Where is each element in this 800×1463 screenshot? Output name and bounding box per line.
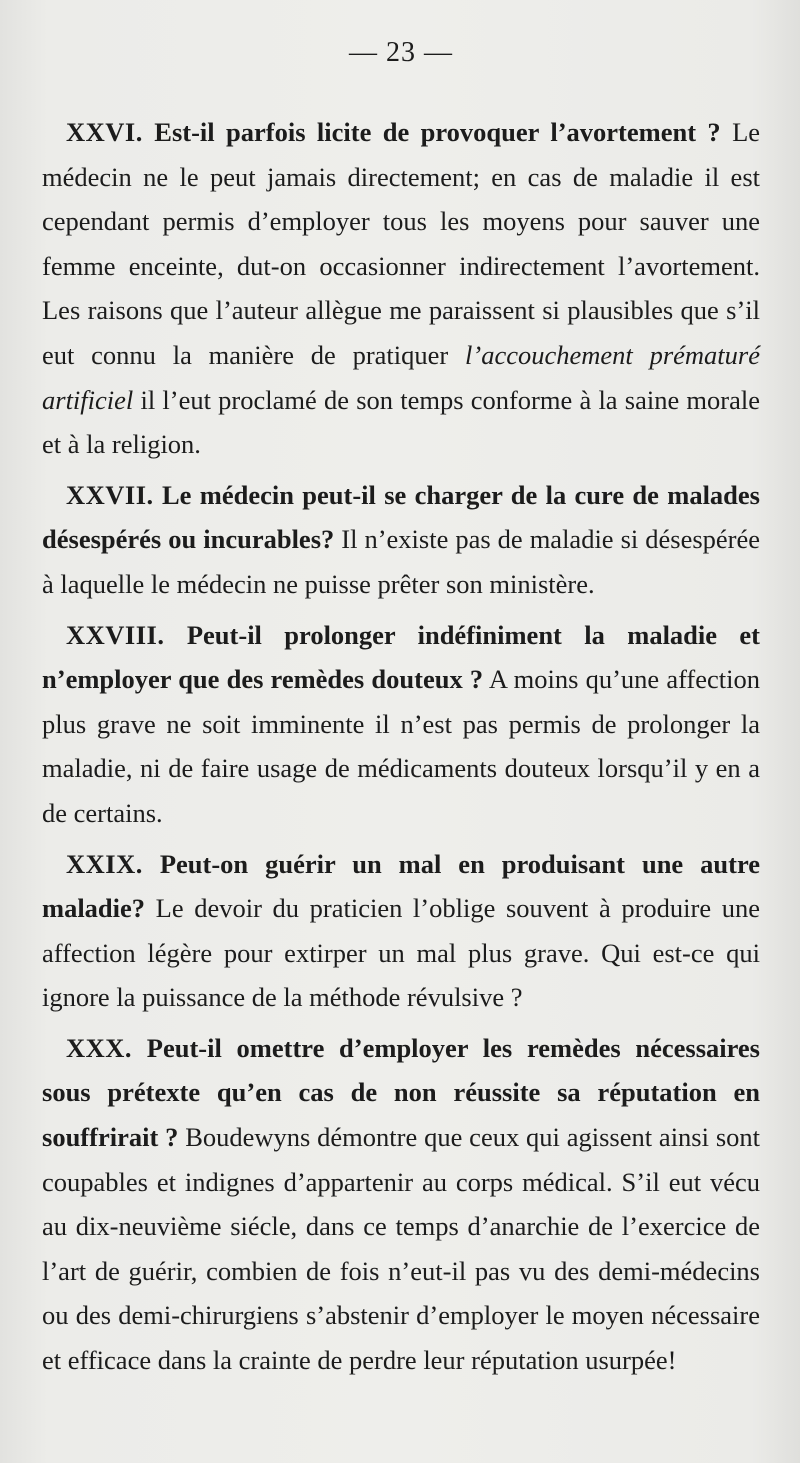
paragraph-number: XXIX. [66,848,143,879]
paragraph-xxviii [42,613,760,836]
paragraph-xxvii [42,473,760,607]
paragraph-question: Peut-on guérir un mal en produisant une autre maladie? [42,848,761,924]
paragraph-text: Il n’existe pas de maladie si désespérée à laquelle le médecin ne puisse prêter son ministère. [42,524,761,599]
paragraph-number: XXVI. [66,117,143,147]
paragraph-xxix [42,842,760,1020]
paragraph-number: XXX. [66,1032,133,1063]
paragraph-xxx [42,1026,760,1383]
paragraph-question: Peut-il omettre d’employer les remèdes nécessaires sous prétexte qu’en cas de non réussite sa réputation en souffrirait ? [42,1032,760,1153]
paragraph-italic-term: l’accouchement prématuré artificiel [42,339,760,415]
paragraph-question: Peut-il prolonger indéfiniment la maladie et n’employer que des remèdes douteux ? [42,619,760,695]
paragraph-question: Le médecin peut-il se charger de la cure de malades désespérés ou incurables? [42,479,760,555]
paragraph-question: Est-il parfois licite de provoquer l’avortement ? [154,117,721,147]
paragraph-text: Boudewyns démontre que ceux qui agissent ainsi sont coupables et indignes d’appartenir au corps médical. S’il eut vécu au dix-neuvième siécle, dans ce temps d’anarchie de l’exercice de l’art de guérir, combien de fois n’eut-il pas vu des demi-médecins ou des demi-chirurgiens s’abstenir d’employer le moyen nécessaire et efficace dans la crainte de perdre leur réputation usurpée! [42,1122,760,1376]
paragraph-number: XXVII. [66,479,154,510]
paragraph-text: Le devoir du praticien l’oblige souvent à produire une affection légère pour extirper un mal plus grave. Qui est-ce qui ignore la puissance de la méthode révulsive ? [42,893,760,1013]
page-number: — 23 — [349,37,453,68]
paragraph-text: Le médecin ne le peut jamais directement; en cas de maladie il est cependant permis d’employer tous les moyens pour sauver une femme enceinte, dut-on occasionner indirectement l’avortement. Les raisons que l’auteur allègue me paraissent si plausibles que s’il eut connu la manière de pratiquer [42,117,761,370]
paragraph-text: A moins qu’une affection plus grave ne soit imminente il n’est pas permis de prolonger la maladie, ni de faire usage de médicaments douteux lorsqu’il y en a de certains. [42,664,761,828]
paragraph-text: il l’eut proclamé de son temps conforme à la saine morale et à la religion. [42,384,761,460]
paragraph-number: XXVIII. [66,619,165,650]
paragraph-xxvi [42,110,760,467]
